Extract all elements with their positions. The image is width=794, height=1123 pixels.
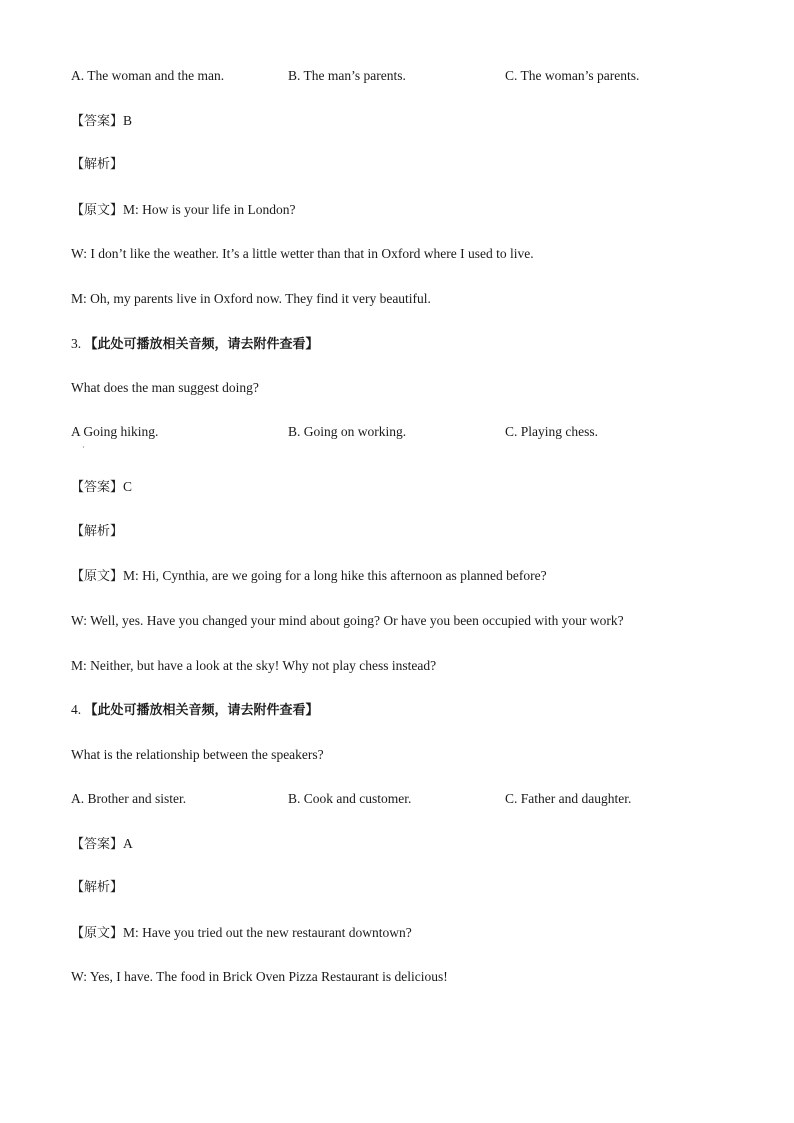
q3-answer-value: C xyxy=(123,479,133,494)
q3-analysis-label: 【解析】 xyxy=(71,524,124,539)
q3-transcript-line-2: W: Well, yes. Have you changed your mind about going? Or have you been occupied with your work? xyxy=(71,613,624,628)
q3-answer xyxy=(71,478,132,497)
q3-header xyxy=(71,335,319,354)
q3-option-b: B. Going on working. xyxy=(288,424,407,439)
q3-option-a: A Going hiking. xyxy=(71,424,159,439)
q2-answer xyxy=(71,112,132,131)
q2-transcript-line-1 xyxy=(71,201,296,220)
q3-transcript-text-1: M: Hi, Cynthia, are we going for a long hike this afternoon as planned before? xyxy=(123,568,547,583)
q4-number: 4. xyxy=(71,702,82,717)
q4-option-b: B. Cook and customer. xyxy=(288,791,412,806)
q4-transcript-line-2: W: Yes, I have. The food in Brick Oven Pizza Restaurant is delicious! xyxy=(71,969,448,984)
q4-answer-value: A xyxy=(123,836,133,851)
q2-option-c: C. The woman’s parents. xyxy=(505,68,640,83)
q3-question: What does the man suggest doing? xyxy=(71,380,259,395)
q4-answer xyxy=(71,835,133,854)
q3-audio-note: 【此处可播放相关音频，请去附件查看】 xyxy=(84,337,319,352)
q2-option-b: B. The man’s parents. xyxy=(288,68,406,83)
q2-transcript-line-3: M: Oh, my parents live in Oxford now. They find it very beautiful. xyxy=(71,291,431,306)
q2-transcript-text-1: M: How is your life in London? xyxy=(123,202,296,217)
q4-answer-label: 【答案】 xyxy=(71,837,124,852)
q3-option-c: C. Playing chess. xyxy=(505,424,598,439)
q4-transcript-line-1 xyxy=(71,924,412,943)
q4-option-c: C. Father and daughter. xyxy=(505,791,632,806)
q3-number: 3. xyxy=(71,336,82,351)
q2-transcript-line-2: W: I don’t like the weather. It’s a little wetter than that in Oxford where I used to live. xyxy=(71,246,534,261)
q4-option-a: A. Brother and sister. xyxy=(71,791,187,806)
q4-analysis-label: 【解析】 xyxy=(71,880,124,895)
q2-answer-label: 【答案】 xyxy=(71,114,124,129)
q4-transcript-label: 【原文】 xyxy=(71,926,124,941)
q4-transcript-text-1: M: Have you tried out the new restaurant downtown? xyxy=(123,925,412,940)
q2-transcript-label: 【原文】 xyxy=(71,203,124,218)
q3-transcript-line-1 xyxy=(71,567,547,586)
q3-transcript-line-3: M: Neither, but have a look at the sky! Why not play chess instead? xyxy=(71,658,437,673)
q3-answer-label: 【答案】 xyxy=(71,480,124,495)
q2-option-a: A. The woman and the man. xyxy=(71,68,225,83)
q3-transcript-label: 【原文】 xyxy=(71,569,124,584)
q3-stray-mark: · xyxy=(82,443,85,452)
q2-answer-value: B xyxy=(123,113,133,128)
q2-analysis-label: 【解析】 xyxy=(71,157,124,172)
q4-audio-note: 【此处可播放相关音频，请去附件查看】 xyxy=(84,703,319,718)
q4-header xyxy=(71,701,319,720)
q4-question: What is the relationship between the speakers? xyxy=(71,747,324,762)
